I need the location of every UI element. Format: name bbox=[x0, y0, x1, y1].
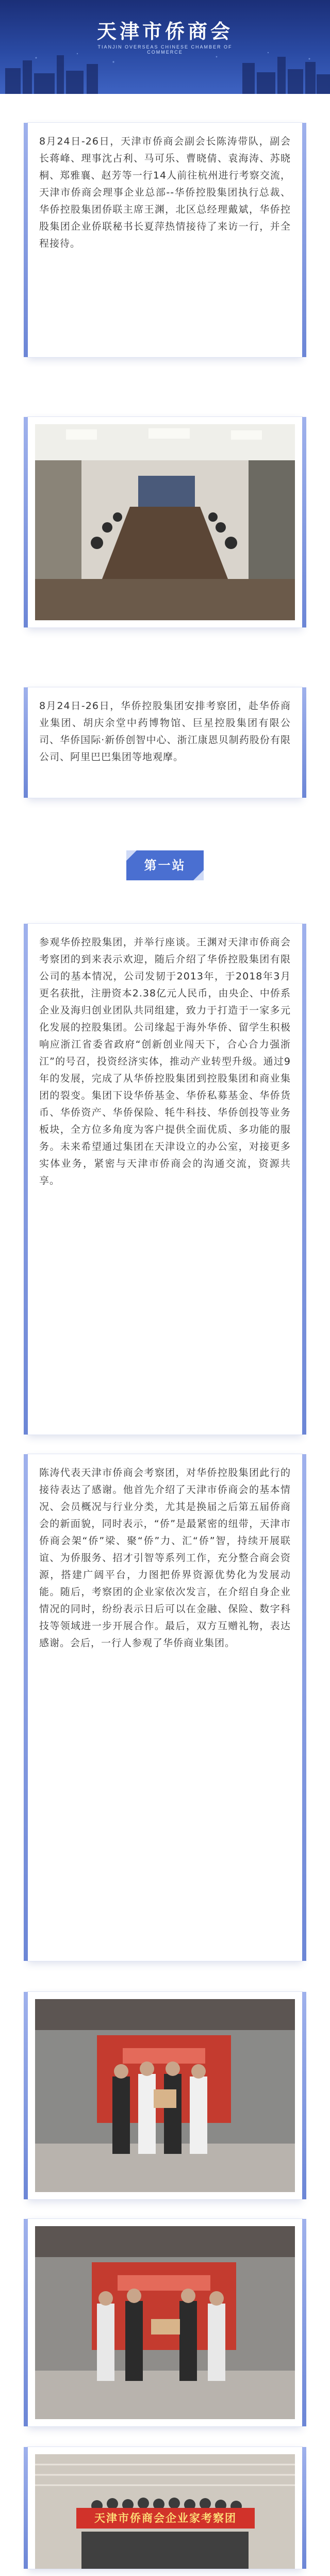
gift-exchange-photo-1 bbox=[35, 1999, 295, 2192]
frame-bar-left bbox=[24, 924, 28, 1435]
frame-bar-right bbox=[302, 2219, 306, 2426]
group-banner-text: 天津市侨商会企业家考察团 bbox=[94, 2512, 237, 2524]
frame-bar-left bbox=[24, 2219, 28, 2426]
frame-bar-left bbox=[24, 417, 28, 627]
frame-bar-right bbox=[302, 687, 306, 798]
frame-bar-left bbox=[24, 1454, 28, 1961]
logo bbox=[87, 20, 243, 58]
frame-bar-right bbox=[302, 417, 306, 627]
frame-bar-right bbox=[302, 1992, 306, 2199]
group-visit-card bbox=[28, 924, 302, 1435]
frame-bar-left bbox=[24, 123, 28, 357]
speech-paragraph: 陈涛代表天津市侨商会考察团，对华侨控股集团此行的接待表达了感谢。他首先介绍了天津市侨商会的基本情况、会员概况与行业分类，尤其是换届之后第五届侨商会的新面貌，同时表示，“侨”是最紧密的纽带，天津市侨商会架“侨”梁、聚“侨”力、汇“侨”智，持续开展联谊、为侨服务、招才引智等系列工作，充分整合商会资源，搭建广阔平台，力图把侨界资源优势化为发展动能。随后，考察团的企业家依次发言，在介绍自身企业情况的同时，纷纷表示日后可以在金融、保险、数字科技等领域进一步开展合作。最后，双方互赠礼物，表达感谢。会后，一行人参观了华侨商业集团。 bbox=[39, 1467, 291, 1649]
header-banner bbox=[0, 0, 330, 94]
itinerary-card bbox=[28, 687, 302, 798]
frame-bar-right bbox=[302, 123, 306, 357]
photo-frame-group bbox=[28, 2447, 302, 2569]
frame-bar-right bbox=[302, 2447, 306, 2569]
intro-card bbox=[28, 123, 302, 357]
logo-text: 天津市侨商会 bbox=[96, 20, 233, 43]
frame-bar-right bbox=[302, 924, 306, 1435]
frame-bar-left bbox=[24, 2447, 28, 2569]
photo-frame-gift-2 bbox=[28, 2219, 302, 2426]
intro-paragraph: 8月24日-26日，天津市侨商会副会长陈涛带队，副会长蒋峰、理事沈占利、马可乐、曹晓倩、袁海涛、苏晓桐、郑雅襄、赵芳等一行14人前往杭州进行考察交流，天津市侨商会理事企业总部--华侨控股集团执行总裁、华侨控股集团侨联主席王渊，北区总经理戴斌，华侨控股集团企业侨联秘书长夏萍热情接待了来访一行，并全程接待。 bbox=[39, 136, 291, 249]
itinerary-paragraph: 8月24日-26日，华侨控股集团安排考察团，赴华侨商业集团、胡庆余堂中药博物馆、巨星控股集团有限公司、华侨国际·新侨创智中心、浙江康恩贝制药股份有限公司、阿里巴巴集团等地观摩。 bbox=[39, 700, 291, 763]
speech-card bbox=[28, 1454, 302, 1961]
frame-bar-left bbox=[24, 687, 28, 798]
gift-exchange-photo-2 bbox=[35, 2226, 295, 2419]
section-tag-first-stop bbox=[126, 850, 204, 880]
section-title: 第一站 bbox=[144, 858, 186, 873]
group-visit-paragraph: 参观华侨控股集团，并举行座谈。王渊对天津市侨商会考察团的到来表示欢迎，随后介绍了华侨控股集团有限公司的基本情况，公司发韧于2013年，于2018年3月更名获批，注册资本2.38亿元人民币，由央企、中侨系企业及海归创业团队共同组建，致力于打造于一家多元化发展的控股集团。公司缘起于海外华侨、留学生积极响应浙江省委省政府“创新创业闯天下，合心合力强浙江”的号召，投资经济实体，推动产业转型升级。通过9年的发展，完成了从华侨控股集团到控股集团和商业集团的裂变。集团下设华侨基金、华侨私募基金、华侨货币、华侨资产、华侨保险、牦牛科技、华侨创投等业务板块，全方位多角度为客户提供全面优质、多功能的服务。未来希望通过集团在天津设立的办公室，对接更多实体业务，紧密与天津市侨商会的沟通交流，资源共享。 bbox=[39, 937, 291, 1186]
photo-frame-gift-1 bbox=[28, 1992, 302, 2199]
frame-bar-right bbox=[302, 1454, 306, 1961]
photo-frame-meeting bbox=[28, 417, 302, 627]
logo-subtitle: TIANJIN OVERSEAS CHINESE CHAMBER OF COMMERCE bbox=[97, 44, 233, 55]
frame-bar-left bbox=[24, 1992, 28, 2199]
meeting-room-photo bbox=[35, 424, 295, 620]
